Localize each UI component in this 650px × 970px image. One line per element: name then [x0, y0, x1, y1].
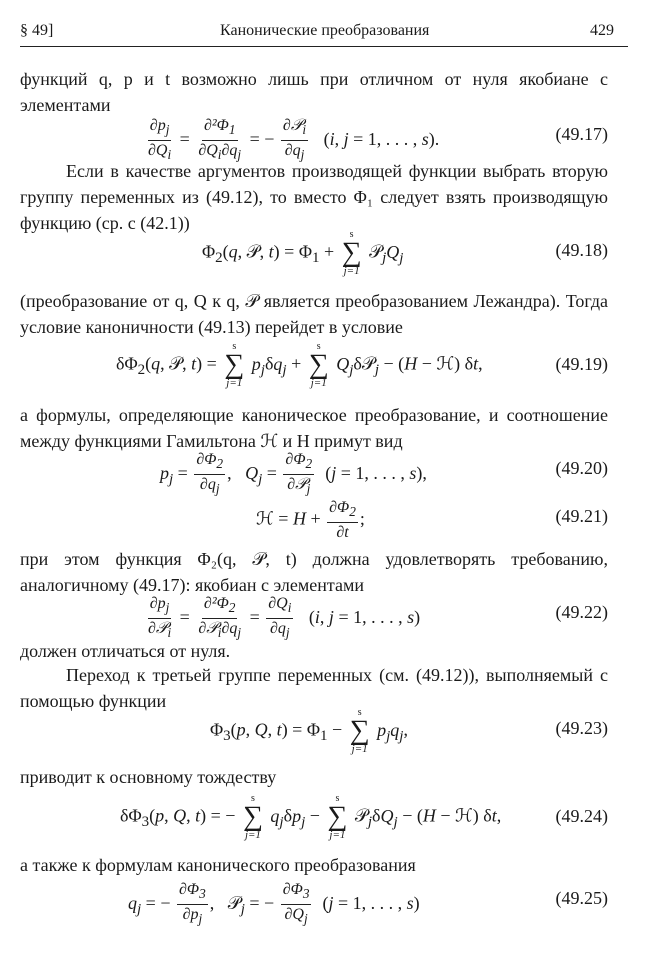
equation-number: (49.18)	[555, 240, 608, 260]
equation-49-18: $\Phi_2(q$, 𝒫, $t) = \Phi_1$ + s ∑ j=1 $𝒫_jQ_j$ (49.18)	[202, 229, 608, 277]
equation-49-23: $\Phi_3(p$, Q, $t) = \Phi_1$ − s ∑ j=1 $p_jq_j$, (49.23)	[210, 707, 608, 755]
equation-number: (49.17)	[555, 124, 608, 144]
equation-number: (49.21)	[555, 506, 608, 526]
paragraph-3: (преобразование от q, Q к q, 𝒫 является преобразованием Лежандра). Тогда условие каноничности (49.13) перейдет в условие	[20, 291, 608, 337]
equation-number: (49.23)	[555, 718, 608, 738]
paragraph-9: а также к формулам канонического преобразования	[20, 855, 416, 875]
header-rule	[20, 46, 628, 47]
equation-number: (49.19)	[555, 354, 608, 374]
section-ref: § 49]	[20, 22, 54, 39]
equation-49-21: ℋ = H + $\frac{\partial\Phi_2}{\partial t}$ ; (49.21)	[256, 499, 608, 542]
equation-number: (49.22)	[555, 602, 608, 622]
equation-49-19: $\delta\Phi_2(q$, 𝒫, t) = s ∑ j=1 $p_j\delta q_j$ + s ∑ j=1 $Q_j\delta 𝒫_j - (H$ − ℋ) δt, (49.19)	[116, 341, 608, 389]
paragraph-4: а формулы, определяющие каноническое преобразование, и соотношение между функциями Гамильтона ℋ и H примут вид	[20, 405, 608, 451]
equation-49-20: $p_j$ = $\frac{\partial\Phi_2}{\partial q_j}$ , $Q_j$ = $\partial\Phi_2$ ∂𝒫$_j$ (j = 1, . . . , s), (49.20)	[160, 451, 608, 497]
paragraph-8: приводит к основному тождеству	[20, 767, 277, 787]
equation-49-24: $\delta\Phi_3(p$, Q, t) = − s ∑ j=1 $q_j\delta p_j$ − s ∑ j=1 $𝒫_j\delta Q_j - (H$ − ℋ) δt, (49.24)	[120, 793, 608, 841]
equation-49-25: $q_j$ = − $\frac{\partial\Phi_3}{\partial p_j}$ , 𝒫$_j$ = − $\frac{\partial\Phi_3}{\partial Q_j}$ (j = 1, . . . , s) (49.25)	[128, 881, 608, 927]
equation-49-17: $\frac{\partial p_j}{\partial Q_i}$ = $\frac{\partial^2\Phi_1}{\partial Q_i\partial q_j}$ = − ∂𝒫$_i$ $\partial q_j$ (i, j = 1, . . . , s). (49.17)	[148, 117, 608, 163]
paragraph-6: должен отличаться от нуля.	[20, 641, 231, 661]
equation-number: (49.25)	[555, 888, 608, 908]
running-title: Канонические преобразования	[220, 22, 430, 39]
page-number: 429	[590, 22, 614, 39]
equation-number: (49.20)	[555, 458, 608, 478]
paragraph-5: при этом функция Φ₂(q, 𝒫, t) должна удовлетворять требованию, аналогичному (49.17): якобиан с элементами	[20, 549, 608, 595]
paragraph-7: Переход к третьей группе переменных (см. (49.12)), выполняемый с помощью функции	[20, 665, 608, 711]
equation-49-22: $\partial p_j$ ∂𝒫$_i$ = $\partial^2\Phi_2$ $\partial 𝒫_i\partial q_j$ = $\frac{\partial Q_i}{\partial q_j}$ (i, j = 1, . . . , s) (49.22)	[148, 595, 608, 641]
paragraph-1: функций q, p и t возможно лишь при отличном от нуля якобиане с элементами	[20, 69, 608, 115]
equation-number: (49.24)	[555, 806, 608, 826]
paragraph-2: Если в качестве аргументов производящей функции выбрать вторую группу переменных из (49.12), то вместо Φ₁ следует взять производящую функцию (ср. с (42.1))	[20, 161, 608, 233]
